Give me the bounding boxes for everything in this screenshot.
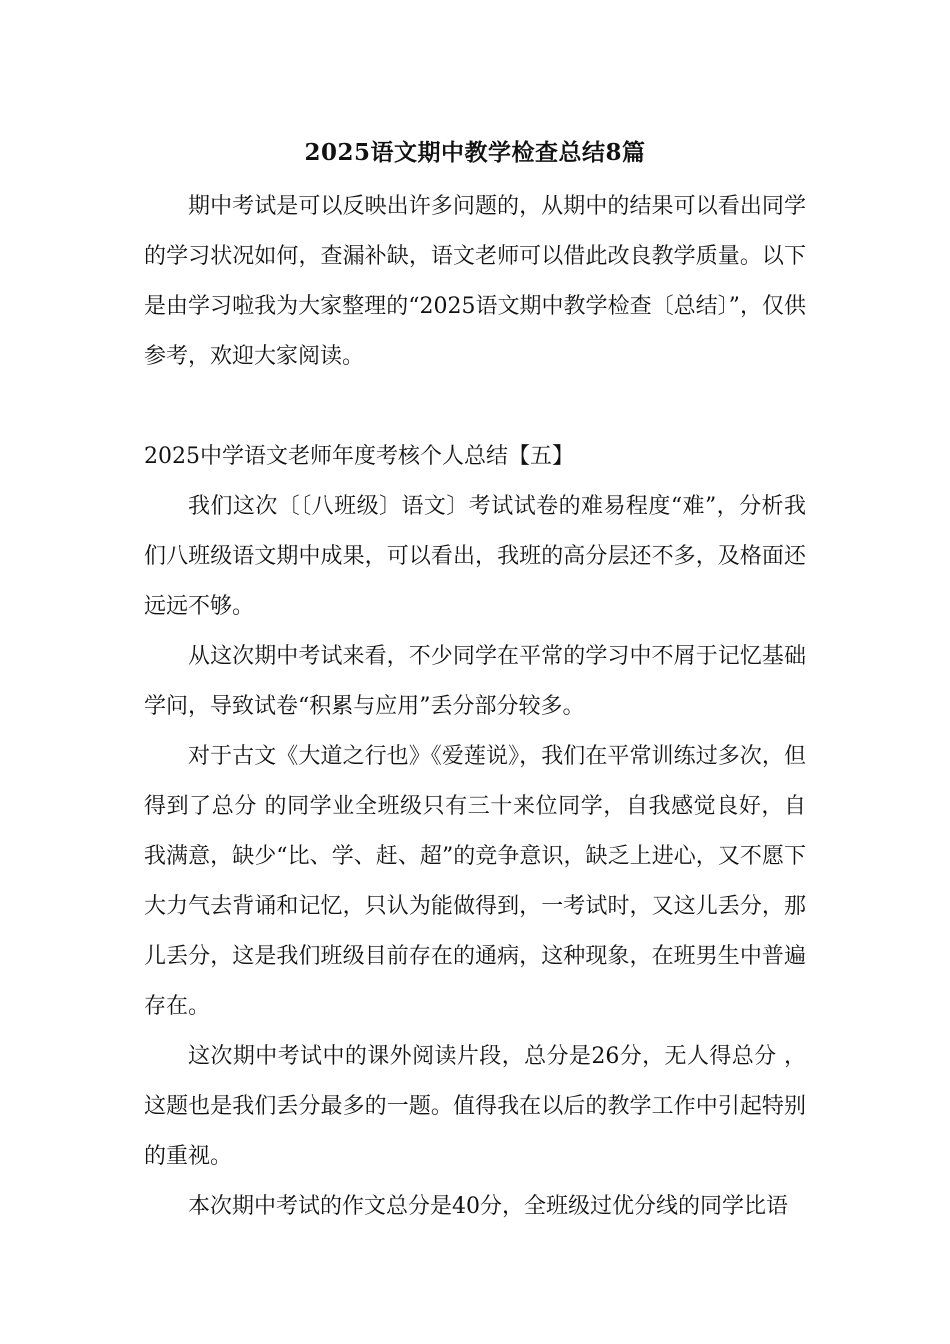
- body-paragraph-3: 对于古文《大道之行也》《爱莲说》，我们在平常训练过多次，但得到了总分 的同学业全班级只有三十来位同学，自我感觉良好，自我满意，缺少“比、学、赶、超”的竞争意识，缺乏上进心，又不愿下大力气去背诵和记忆，只认为能做得到，一考试时，又这儿丢分，那儿丢分，这是我们班级目前存在的通病，这种现象，在班男生中普遍存在。: [144, 744, 806, 1019]
- body-paragraph-4: 这次期中考试中的课外阅读片段，总分是26分，无人得总分 ，这题也是我们丢分最多的一题。值得我在以后的教学工作中引起特别的重视。: [144, 1044, 806, 1169]
- document-body: [144, 136, 806, 1232]
- body-paragraph-2: 从这次期中考试来看，不少同学在平常的学习中不屑于记忆基础学问，导致试卷“积累与应用”丢分部分较多。: [144, 644, 806, 719]
- body-paragraph-5: 本次期中考试的作文总分是40分，全班级过优分线的同学比语: [188, 1194, 788, 1219]
- intro-paragraph: 期中考试是可以反映出许多问题的，从期中的结果可以看出同学的学习状况如何，查漏补缺，语文老师可以借此改良教学质量。以下是由学习啦我为大家整理的“2025语文期中教学检查〔总结〕”，仅供参考，欢迎大家阅读。: [144, 194, 806, 369]
- body-paragraph-1: 我们这次〔〔八班级〕语文〕考试试卷的难易程度“难”，分析我们八班级语文期中成果，可以看出，我班的高分层还不多，及格面还远远不够。: [144, 494, 806, 619]
- document-title: 2025语文期中教学检查总结8篇: [304, 139, 646, 166]
- paragraph-spacer: [144, 382, 806, 432]
- section-heading: 2025中学语文老师年度考核个人总结【五】: [144, 444, 574, 469]
